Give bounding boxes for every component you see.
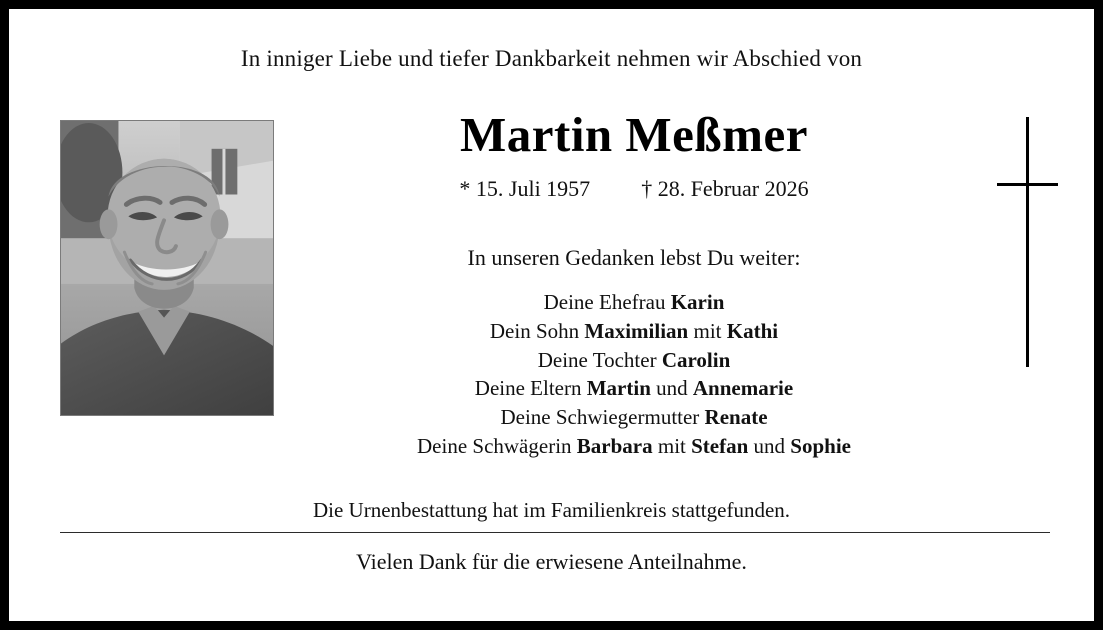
life-dates [294,176,974,202]
family-connector: und [748,433,791,458]
family-name: Stefan [691,433,749,458]
memorial-line: In unseren Gedanken lebst Du weiter: [467,245,801,271]
cross-horizontal-bar [997,183,1058,186]
cross-vertical-bar [1026,117,1029,367]
family-prefix: Deine Schwägerin [417,433,577,458]
burial-note: Die Urnenbestattung hat im Familienkreis stattgefunden. [312,498,791,522]
family-name: Barbara [576,433,653,458]
deceased-name: Martin Meßmer [460,107,808,162]
family-connector: mit [652,433,692,458]
list-item [294,403,974,432]
family-name: Martin [586,376,651,401]
family-name: Renate [704,405,768,430]
family-list [294,288,974,460]
thanks-note: Vielen Dank für die erwiesene Anteilnahme. [356,549,747,574]
family-prefix: Dein Sohn [489,319,585,344]
birth-date: * 15. Juli 1957 [459,176,591,202]
family-name: Carolin [661,347,731,372]
portrait-photo [60,120,274,416]
list-item [294,432,974,461]
list-item [294,288,974,317]
portrait-photo-graphic [61,121,273,415]
headline-text: In inniger Liebe und tiefer Dankbarkeit nehmen wir Abschied von [240,46,863,71]
notice-inner [9,9,1094,621]
divider [60,532,1050,533]
family-connector: und [650,376,693,401]
family-name: Kathi [726,319,779,344]
family-prefix: Deine Eltern [474,376,587,401]
list-item [294,317,974,346]
family-name: Sophie [790,433,851,458]
notice-content [294,109,974,460]
family-name: Karin [670,290,725,315]
family-name: Annemarie [692,376,794,401]
death-date: † 28. Februar 2026 [641,176,809,202]
family-prefix: Deine Schwiegermutter [500,405,705,430]
family-prefix: Deine Ehefrau [543,290,671,315]
list-item [294,346,974,375]
family-name: Maximilian [584,319,689,344]
list-item [294,374,974,403]
family-connector: mit [688,319,727,344]
family-prefix: Deine Tochter [537,347,662,372]
cross-symbol [997,117,1057,367]
